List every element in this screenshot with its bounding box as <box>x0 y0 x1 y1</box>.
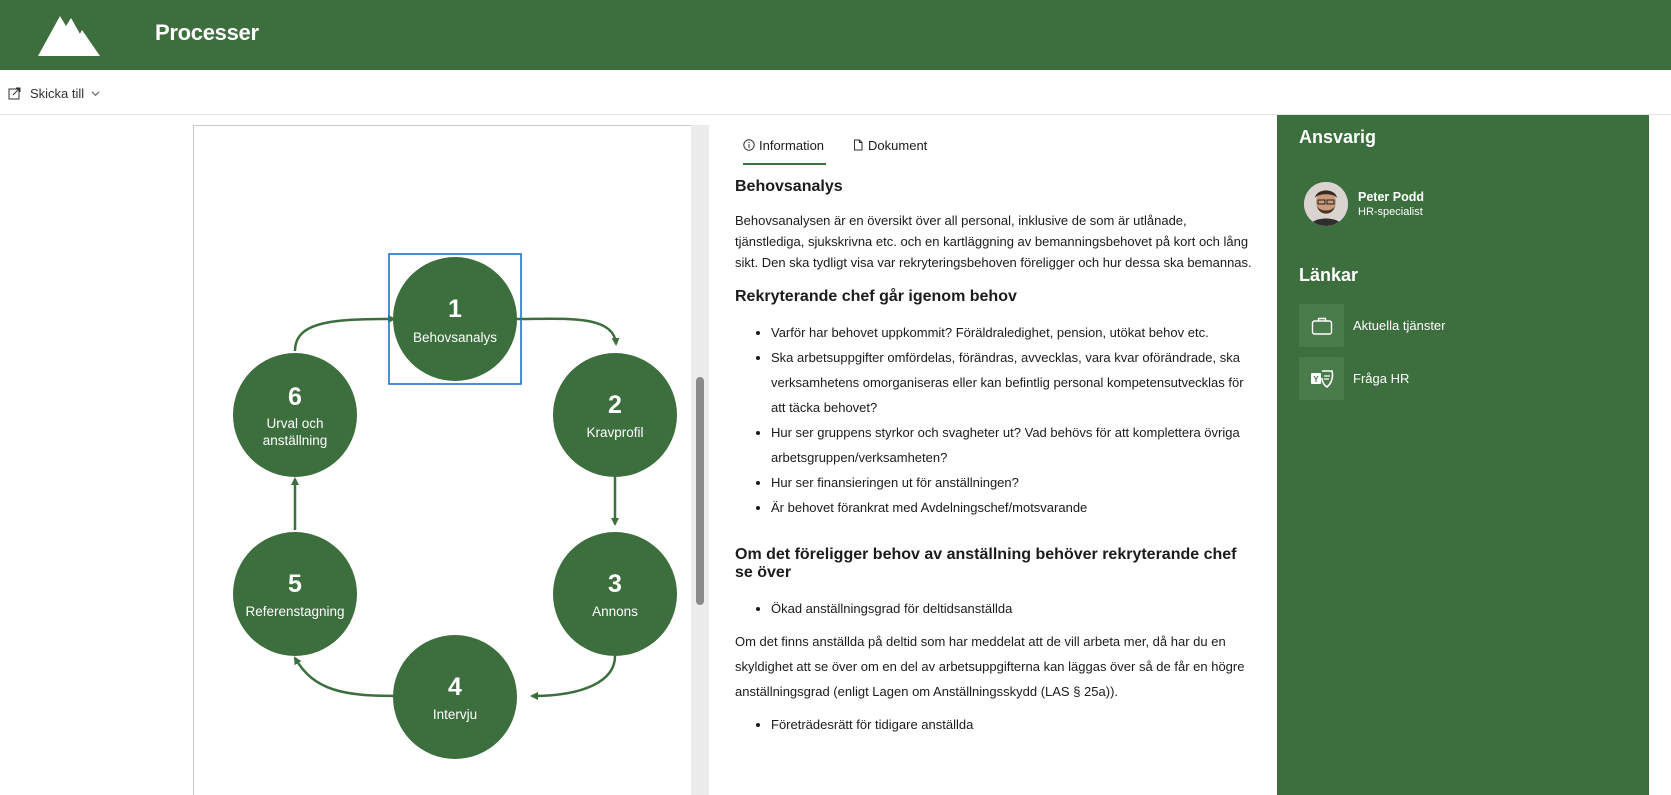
step-3-number: 3 <box>608 570 622 598</box>
link-label: Fråga HR <box>1353 371 1410 386</box>
avatar <box>1304 182 1348 226</box>
tab-dokument[interactable] <box>844 125 935 165</box>
briefcase-icon <box>1299 304 1344 347</box>
section-1-heading: Rekryterande chef går igenom behov <box>735 288 1017 305</box>
step-6-label-line1: Urval och <box>266 416 324 431</box>
list-item: • Hur ser gruppens styrkor och svagheter ut? Vad behövs för att komplettera övriga arbetsgruppen/verksamheten? <box>771 420 1255 470</box>
step-4-label: Intervju <box>432 707 478 722</box>
step-6-label-line2: anställning <box>262 433 328 448</box>
list-item: • Ökad anställningsgrad för deltidsanställda <box>771 596 1255 621</box>
section-3-list <box>735 712 1255 737</box>
person-role: HR-specialist <box>1358 206 1423 218</box>
responsible-person[interactable] <box>1304 182 1424 226</box>
arrow-6-to-1 <box>295 319 394 351</box>
info-icon <box>743 139 755 151</box>
section-2-text: Om det finns anställda på deltid som har meddelat att de vill arbeta mer, då har du en skyldighet att se över om en del av arbetsuppgifterna kan läggas över så de får en högre anställningsgrad (enligt Lagen om Anställningsskydd (LAS § 25a)). <box>735 634 1245 699</box>
tab-dokument-label: Dokument <box>868 137 928 153</box>
responsible-heading: Ansvarig <box>1299 127 1377 147</box>
step-5[interactable] <box>233 532 357 656</box>
step-1-label: Behovsanalys <box>412 330 498 345</box>
step-6[interactable] <box>233 353 357 477</box>
list-item: • Ska arbetsuppgifter omfördelas, förändras, avvecklas, vara kvar oförändrade, ska verksamhetens omorganiseras eller kan befintlig personal kompetensutvecklas för att täcka behovet? <box>771 345 1255 420</box>
chevron-down-icon <box>91 89 100 98</box>
content-title: Behovsanalys <box>735 178 843 195</box>
step-5-number: 5 <box>288 570 302 598</box>
list-item: • Företrädesrätt för tidigare anställda <box>771 712 1255 737</box>
send-to-button[interactable] <box>8 81 100 105</box>
tab-information[interactable] <box>735 125 832 165</box>
yammer-icon <box>1299 357 1344 400</box>
arrow-4-to-5 <box>295 658 398 696</box>
person-name: Peter Podd <box>1358 190 1424 204</box>
person-avatar-icon <box>1304 182 1348 226</box>
mountain-logo-icon[interactable] <box>38 10 102 58</box>
list-item: • Är behovet förankrat med Avdelningschef/motsvarande <box>771 495 1255 520</box>
step-4-number: 4 <box>448 673 462 701</box>
step-2-number: 2 <box>608 391 622 419</box>
svg-text:Y: Y <box>1312 374 1319 384</box>
step-5-label: Referenstagning <box>245 604 345 619</box>
link-aktuella-tjanster[interactable] <box>1299 304 1446 347</box>
share-icon <box>8 86 22 100</box>
process-diagram <box>193 125 709 795</box>
links-heading: Länkar <box>1299 265 1359 285</box>
process-cycle-svg <box>194 126 709 795</box>
section-1-list <box>735 320 1255 520</box>
step-3[interactable] <box>553 532 677 656</box>
list-item: • Hur ser finansieringen ut för anställningen? <box>771 470 1255 495</box>
link-fraga-hr[interactable] <box>1299 357 1409 400</box>
step-2-label: Kravprofil <box>586 425 644 440</box>
step-3-label: Annons <box>592 604 638 619</box>
send-to-label: Skicka till <box>30 85 85 101</box>
app-title[interactable]: Processer <box>155 20 259 45</box>
arrow-1-to-2 <box>515 319 616 344</box>
step-1[interactable] <box>393 257 517 381</box>
section-2-list <box>735 596 1255 621</box>
step-1-number: 1 <box>448 295 462 323</box>
sidebar <box>1277 115 1649 795</box>
content-panel <box>735 125 1255 745</box>
step-4[interactable] <box>393 635 517 759</box>
arrow-3-to-4 <box>532 656 615 696</box>
link-label: Aktuella tjänster <box>1353 318 1446 333</box>
section-2-heading: Om det föreligger behov av anställning behöver rekryterande chef se över <box>735 546 1237 581</box>
command-bar <box>0 70 1671 115</box>
step-6-number: 6 <box>288 383 302 411</box>
content-tabs <box>735 125 1255 165</box>
tab-information-label: Information <box>759 137 825 153</box>
document-icon <box>852 139 864 151</box>
intro-text: Behovsanalysen är en översikt över all personal, inklusive de som är utlånade, tjänstlediga, sjukskrivna etc. och en kartläggning av bemanningsbehovet på kort och lång sikt. Den ska tydligt visa var rekryteringsbehoven föreligger och hur dessa ska bemannas. <box>735 213 1252 270</box>
diagram-scrollbar-thumb[interactable] <box>696 377 704 605</box>
app-header <box>0 0 1671 70</box>
step-2[interactable] <box>553 353 677 477</box>
list-item: • Varför har behovet uppkommit? Föräldraledighet, pension, utökat behov etc. <box>771 320 1255 345</box>
